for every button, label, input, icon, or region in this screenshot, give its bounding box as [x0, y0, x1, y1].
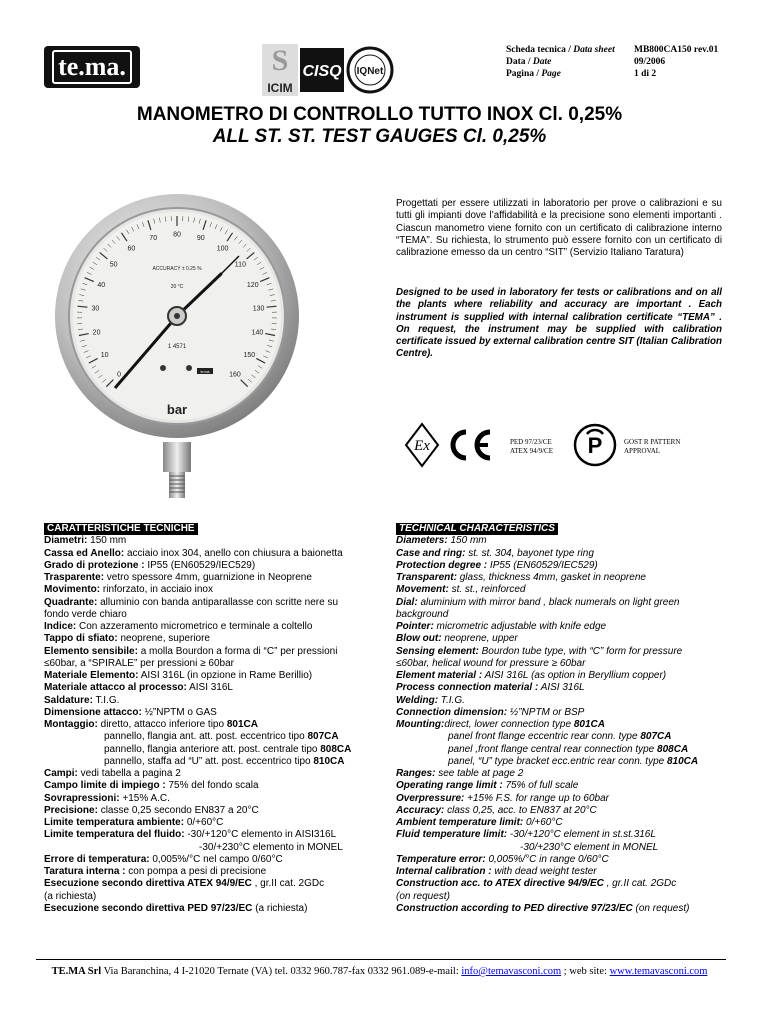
spec-value: see table at page 2: [435, 768, 524, 779]
meta-row: [506, 44, 718, 56]
spec-value: +15% F.S. for range up to 60bar: [464, 792, 610, 804]
spec-row: [396, 891, 730, 903]
spec-label: Overpressure:: [396, 792, 465, 804]
spec-row: [396, 780, 730, 792]
spec-value: , gr.II cat. 2GDc: [603, 878, 677, 890]
spec-row: [396, 866, 730, 878]
spec-value: 150 mm: [87, 535, 127, 547]
spec-row: [396, 695, 730, 707]
spec-value: micrometric adjustable with knife edge: [433, 621, 607, 632]
tema-logo-text: te.ma.: [52, 50, 132, 84]
spec-value: (a richiesta): [44, 890, 97, 902]
spec-value: -30/+120°C elemento in AISI316L: [184, 829, 337, 841]
spec-code: 810CA: [667, 755, 699, 767]
spec-value: 0,005%/°C nel campo 0/60°C: [149, 853, 283, 865]
spec-label: Element material :: [396, 670, 483, 681]
spec-row: [396, 535, 730, 547]
spec-row: [396, 878, 730, 890]
spec-label: Fluid temperature limit:: [396, 829, 508, 841]
gauge-scale-label: 10: [100, 352, 109, 360]
spec-row: [44, 633, 384, 645]
spec-label: Diameters:: [396, 535, 448, 547]
certification-logos: [262, 44, 396, 96]
title-english: ALL ST. ST. TEST GAUGES Cl. 0,25%: [212, 126, 547, 147]
spec-label: Sovrapressioni:: [44, 792, 120, 804]
spec-label: Tappo di sfiato:: [44, 633, 118, 645]
gauge-scale-label: 120: [246, 282, 259, 290]
spec-label: Construction acc. to ATEX directive 94/9/EC: [396, 878, 604, 890]
gauge-photo: [55, 190, 317, 510]
gauge-accuracy: ACCURACY ± 0.25 %: [152, 266, 202, 272]
gauge-scale-label: 150: [243, 352, 256, 360]
spec-row: [44, 842, 384, 854]
spec-label: Movement:: [396, 584, 449, 596]
spec-label: Construction according to PED directive 97/23/EC: [396, 902, 633, 914]
spec-label: Indice:: [44, 621, 77, 632]
spec-label: Temperature error:: [396, 853, 486, 865]
gauge-scale-label: 110: [234, 261, 246, 269]
spec-label: Welding:: [396, 694, 439, 706]
gauge-scale-label: 50: [109, 261, 118, 269]
footer-website-link[interactable]: www.temavasconi.com: [609, 966, 708, 977]
spec-row: [396, 744, 730, 756]
spec-row: [44, 707, 384, 719]
spec-row: [396, 646, 730, 658]
spec-row: [396, 817, 730, 829]
gauge-scale-label: 160: [229, 371, 241, 379]
spec-label: Elemento sensibile:: [44, 645, 138, 657]
spec-row: [396, 621, 730, 633]
spec-label: Campo limite di impiego :: [44, 780, 166, 792]
svg-text:S: S: [271, 44, 289, 77]
iqnet-logo-text: IQNet: [356, 66, 384, 77]
spec-value: , gr.II cat. 2GDc: [251, 878, 325, 890]
spec-label: Internal calibration :: [396, 866, 492, 877]
spec-row: [44, 891, 384, 903]
spec-value: pannello, flangia anteriore att. post. centrale tipo: [104, 743, 321, 755]
spec-code: 808CA: [320, 743, 352, 755]
spec-value: IP55 (EN60529/IEC529): [487, 559, 598, 571]
footer-address: Via Baranchina, 4 I-21020 Ternate (VA) tel. 0332 960.787-fax 0332 961.089-e-mail:: [101, 966, 462, 977]
footer-company: TE.MA Srl: [51, 966, 102, 977]
spec-value: 0/+60°C: [523, 817, 563, 828]
spec-label: Case and ring:: [396, 547, 466, 559]
spec-row: [44, 548, 384, 560]
tech-characteristics-italian: [44, 523, 384, 915]
spec-row: [44, 731, 384, 743]
spec-row: [44, 866, 384, 878]
spec-value: AISI 316L: [186, 682, 233, 694]
meta-value: 09/2006: [634, 57, 666, 67]
spec-value: vetro spessore 4mm, guarnizione in Neoprene: [104, 572, 312, 583]
spec-label: Connection dimension:: [396, 706, 508, 718]
spec-label: Trasparente:: [44, 572, 105, 583]
title-italian: MANOMETRO DI CONTROLLO TUTTO INOX Cl. 0,25%: [136, 104, 623, 125]
spec-label: Campi:: [44, 768, 78, 779]
gost-label-2: APPROVAL: [624, 447, 661, 455]
spec-label: Esecuzione secondo direttiva ATEX 94/9/EC: [44, 878, 252, 890]
spec-row: [44, 584, 384, 596]
spec-value: 0,005%/°C in range 0/60°C: [485, 853, 609, 865]
spec-row: [396, 597, 730, 609]
tech-heading-italian: CARATTERISTICHE TECNICHE: [44, 523, 198, 535]
spec-label: Esecuzione secondo direttiva PED 97/23/EC: [44, 902, 253, 914]
spec-row: [44, 793, 384, 805]
spec-row: [44, 780, 384, 792]
spec-label: Protection degree :: [396, 559, 488, 571]
spec-label: Mounting:: [396, 719, 445, 730]
gauge-scale-label: 100: [216, 245, 229, 253]
spec-label: Ranges:: [396, 768, 436, 779]
spec-row: [44, 572, 384, 584]
spec-value: panel ,front flange central rear connection type: [448, 743, 658, 755]
spec-row: [396, 658, 730, 670]
spec-code: 808CA: [657, 743, 689, 755]
spec-value: classe 0,25 secondo EN837 a 20°C: [97, 804, 259, 816]
atex-label: ATEX 94/9/CE: [510, 447, 553, 455]
spec-row: [44, 829, 384, 841]
spec-row: [396, 633, 730, 645]
spec-row: [396, 793, 730, 805]
spec-value: fondo verde chiaro: [44, 608, 127, 620]
ped-label: PED 97/23/CE: [510, 438, 552, 446]
spec-value: class 0,25, acc. to EN837 at 20°C: [444, 804, 597, 816]
spec-row: [44, 805, 384, 817]
gauge-scale-label: 140: [251, 329, 264, 337]
spec-label: Limite temperatura ambiente:: [44, 817, 185, 828]
spec-row: [44, 744, 384, 756]
gauge-brand: te.ma: [200, 370, 210, 374]
spec-row: [44, 719, 384, 731]
spec-value: ½”NPTM o GAS: [141, 706, 217, 718]
spec-row: [44, 609, 384, 621]
spec-value: (on request): [632, 902, 690, 914]
spec-label: Quadrante:: [44, 596, 98, 608]
spec-row: [396, 670, 730, 682]
spec-value: T.I.G.: [438, 694, 465, 706]
icim-logo-text: ICIM: [267, 81, 293, 95]
spec-value: panel, “U” type bracket ecc.entric rear conn. type: [448, 755, 667, 767]
spec-label: Limite temperatura del fluido:: [44, 829, 185, 841]
spec-value: aluminium with mirror band , black numerals on light green: [417, 596, 680, 608]
spec-label: Grado di protezione :: [44, 559, 145, 571]
meta-row: [506, 68, 718, 80]
spec-row: [44, 756, 384, 768]
gauge-scale-label: 80: [173, 231, 181, 239]
spec-row: [396, 768, 730, 780]
spec-row: [44, 658, 384, 670]
spec-row: [44, 597, 384, 609]
spec-row: [396, 560, 730, 572]
spec-value: panel front flange eccentric rear conn. type: [448, 731, 641, 743]
document-meta: [506, 44, 718, 80]
spec-value: 0/+60°C: [184, 817, 224, 828]
spec-value: +15% A.C.: [119, 792, 170, 804]
ce-mark-icon: [453, 432, 490, 458]
spec-value: ≤60bar, helical wound for pressure ≥ 60bar: [396, 657, 586, 669]
footer-sep: ; web site:: [561, 966, 610, 977]
meta-value: 1 di 2: [634, 69, 657, 79]
spec-label: Pointer:: [396, 621, 434, 632]
gost-label-1: GOST R PATTERN: [624, 438, 681, 446]
spec-value: AISI 316L: [538, 682, 585, 694]
spec-value: T.I.G.: [92, 694, 120, 706]
spec-value: 150 mm: [447, 535, 487, 547]
spec-row: [396, 584, 730, 596]
spec-label: Cassa ed Anello:: [44, 547, 125, 559]
spec-value: 75% of full scale: [502, 780, 579, 792]
spec-value: (on request): [396, 890, 450, 902]
spec-label: Operating range limit :: [396, 780, 503, 792]
spec-row: [44, 535, 384, 547]
spec-row: [396, 682, 730, 694]
spec-value: 75% del fondo scala: [165, 780, 259, 792]
spec-value: IP55 (EN60529/IEC529): [144, 559, 256, 571]
gauge-serial: 1 4571: [167, 344, 187, 350]
spec-row: [396, 756, 730, 768]
spec-row: [396, 805, 730, 817]
spec-row: [396, 572, 730, 584]
footer: [0, 966, 759, 977]
spec-label: Errore di temperatura:: [44, 853, 150, 865]
meta-label: Pagina / Page: [506, 69, 561, 79]
spec-value: (a richiesta): [252, 902, 308, 914]
spec-row: [44, 878, 384, 890]
spec-label: Movimento:: [44, 584, 101, 596]
spec-value: con pompa a pesi di precisione: [125, 866, 267, 877]
spec-value: neoprene, upper: [441, 633, 518, 645]
spec-value: AISI 316L (as option in Beryllium copper): [482, 670, 667, 681]
spec-row: [396, 854, 730, 866]
gost-r-icon: [575, 425, 615, 465]
spec-value: ≤60bar, a “SPIRALE” per pressioni ≥ 60bar: [44, 657, 234, 669]
tech-characteristics-english: [396, 523, 730, 915]
spec-code: 801CA: [573, 719, 605, 730]
tech-heading-english: TECHNICAL CHARACTERISTICS: [396, 523, 558, 535]
spec-value: vedi tabella a pagina 2: [77, 768, 181, 779]
gauge-scale-label: 20: [92, 329, 101, 337]
spec-value: diretto, attacco inferiore tipo: [97, 719, 227, 730]
spec-label: Saldature:: [44, 694, 93, 706]
spec-label: Dimensione attacco:: [44, 706, 142, 718]
spec-row: [396, 719, 730, 731]
spec-label: Diametri:: [44, 535, 88, 547]
spec-value: -30/+230°C elemento in MONEL: [199, 841, 343, 853]
svg-text:P: P: [587, 433, 603, 458]
spec-value: neoprene, superiore: [117, 633, 210, 645]
gauge-scale-label: 70: [149, 235, 158, 243]
meta-row: [506, 56, 718, 68]
spec-label: Dial:: [396, 596, 418, 608]
footer-email-link[interactable]: info@temavasconi.com: [461, 966, 562, 977]
spec-value: a molla Bourdon a forma di “C” per pressioni: [137, 645, 338, 657]
meta-label: Data / Date: [506, 57, 552, 67]
spec-row: [396, 842, 730, 854]
spec-label: Transparent:: [396, 572, 457, 583]
spec-row: [44, 670, 384, 682]
spec-row: [44, 560, 384, 572]
gauge-scale-label: 0: [117, 371, 121, 379]
spec-code: 807CA: [307, 731, 339, 743]
spec-label: Taratura interna :: [44, 866, 126, 877]
spec-value: ½”NPTM or BSP: [507, 706, 585, 718]
meta-label: Scheda tecnica / Data sheet: [506, 45, 615, 55]
gauge-scale-label: 60: [127, 245, 136, 253]
spec-row: [44, 768, 384, 780]
certification-symbols: [402, 420, 722, 470]
spec-row: [44, 695, 384, 707]
spec-label: Materiale attacco al processo:: [44, 682, 187, 694]
spec-value: -30/+230°C element in MONEL: [520, 841, 659, 853]
spec-value: st. st., reinforced: [448, 584, 526, 596]
spec-value: glass, thickness 4mm, gasket in neoprene: [456, 572, 646, 583]
spec-value: Con azzeramento micrometrico e terminale a coltello: [76, 621, 313, 632]
spec-value: pannello, flangia ant. att. post. eccentrico tipo: [104, 731, 308, 743]
spec-label: Blow out:: [396, 633, 442, 645]
spec-label: Process connection material :: [396, 682, 539, 694]
ex-icon: [406, 424, 438, 466]
spec-row: [396, 609, 730, 621]
spec-row: [44, 903, 384, 915]
spec-value: with dead weight tester: [491, 866, 597, 877]
spec-value: Bourdon tube type, with “C” form for pressure: [478, 645, 683, 657]
intro-italian: Progettati per essere utilizzati in laboratorio per prove o calibrazioni e su tutti gli impianti dove l’affidabilità e la precisione sono elementi importanti . Ciascun manometro viene fornito con un certificato di calibrazione interno “TEMA”. Su richiesta, lo strumento può essere fornito con un certificato di calibrazione emesso da un centro “SIT” (Servizio Italiano Taratura): [396, 198, 722, 259]
intro-english: Designed to be used in laboratory fer tests or calibrations and on all the plants where reliability and accuracy are important . Each instrument is supplied with internal calibration certificate “TEMA” . On request, the instrument may be supplied with calibration certificate issued by external calibration centre SIT (Italian Calibration Centre).: [396, 287, 722, 360]
spec-row: [44, 646, 384, 658]
gauge-scale-label: 40: [97, 282, 106, 290]
spec-value: pannello, staffa ad “U” att. post. eccentrico tipo: [104, 755, 314, 767]
spec-value: AISI 316L (in opzione in Rame Berillio): [138, 670, 313, 681]
footer-divider: [36, 959, 726, 960]
spec-row: [396, 707, 730, 719]
tema-logo: [44, 46, 140, 88]
cisq-logo-text: CISQ: [302, 63, 342, 80]
spec-label: Precisione:: [44, 804, 98, 816]
spec-row: [396, 548, 730, 560]
meta-value: MB800CA150 rev.01: [634, 45, 719, 55]
spec-row: [396, 829, 730, 841]
spec-value: -30/+120°C element in st.st.316L: [507, 829, 656, 841]
spec-value: direct, lower connection type: [444, 719, 574, 730]
gauge-scale-label: 130: [252, 305, 265, 313]
spec-label: Montaggio:: [44, 719, 98, 730]
gauge-scale-label: 90: [196, 235, 205, 243]
spec-row: [44, 621, 384, 633]
gauge-unit: bar: [166, 402, 188, 417]
spec-code: 810CA: [313, 755, 345, 767]
gauge-temp: 20 °C: [170, 284, 184, 290]
spec-value: background: [396, 608, 449, 620]
spec-value: acciaio inox 304, anello con chiusura a baionetta: [124, 547, 343, 559]
spec-code: 807CA: [640, 731, 672, 743]
spec-row: [44, 854, 384, 866]
spec-row: [44, 817, 384, 829]
spec-label: Ambient temperature limit:: [396, 817, 524, 828]
spec-code: 801CA: [226, 719, 258, 730]
spec-row: [396, 731, 730, 743]
spec-row: [44, 682, 384, 694]
gauge-scale-label: 30: [91, 305, 100, 313]
svg-text:Ex: Ex: [414, 438, 430, 454]
spec-label: Accuracy:: [396, 804, 445, 816]
spec-label: Sensing element:: [396, 645, 479, 657]
spec-row: [396, 903, 730, 915]
spec-label: Materiale Elemento:: [44, 670, 139, 681]
spec-value: rinforzato, in acciaio inox: [100, 584, 213, 596]
spec-value: alluminio con banda antiparallasse con scritte nere su: [97, 596, 339, 608]
spec-value: st. st. 304, bayonet type ring: [465, 547, 594, 559]
